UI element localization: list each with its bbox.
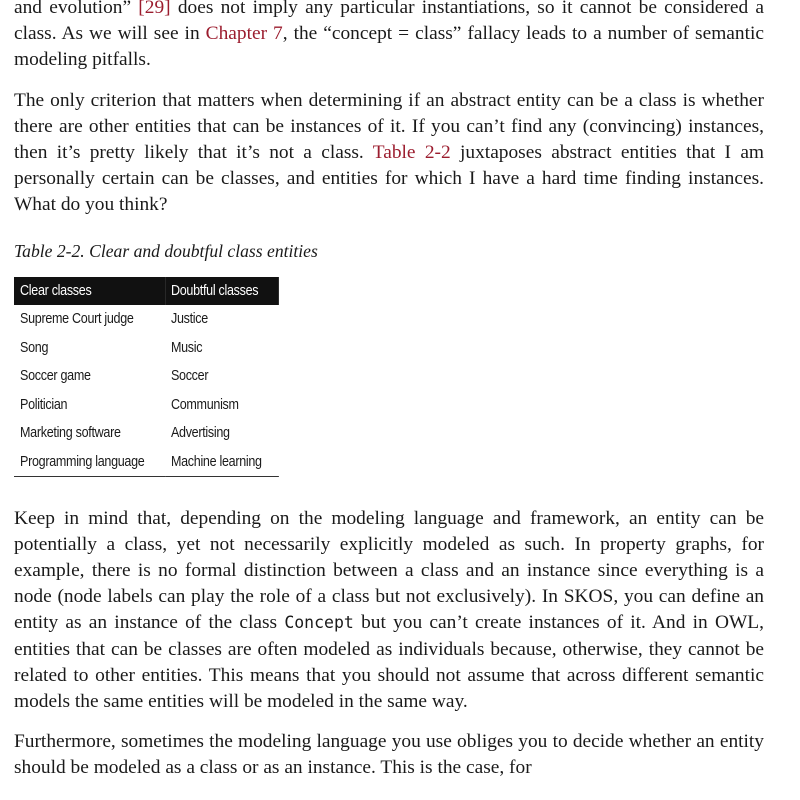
table-cell: Soccer game — [20, 368, 91, 385]
paragraph-furthermore — [14, 729, 764, 781]
table-row — [14, 390, 279, 419]
table-row — [14, 362, 279, 391]
column-header-doubtful: Doubtful classes — [165, 277, 279, 305]
table-cell: Justice — [170, 310, 208, 327]
table-cell: Soccer — [170, 368, 209, 385]
table-row — [14, 419, 279, 448]
text-run: Furthermore, sometimes the modeling language you use obliges you to decide whether an entity should be modeled as a class or as an instance. This is the case, for — [14, 731, 764, 779]
text-run: but you can’t create instances of it. And in OWL, entities that can be classes are often modeled as individuals because, otherwise, they cannot be related to other entities. This means that you should not assume that across different semantic models the same entities will be modeled in the same way. — [14, 612, 764, 713]
table-container — [14, 277, 764, 487]
table-cell: Politician — [20, 396, 68, 413]
table-cell: Advertising — [170, 425, 230, 442]
table-cell: Programming language — [14, 448, 165, 477]
text-run: , the “concept = class” fallacy leads to a number of semantic modeling pitfalls. — [14, 23, 764, 71]
code-concept: Concept — [284, 613, 354, 633]
text-run: does not imply any particular instantiations, so it cannot be considered a class. As we will see in — [14, 0, 764, 45]
text-run: The only criterion that matters when determining if an abstract entity can be a class is whether there are other entities that can be instances of it. If you can’t find any (convincing) instances, then it’s pretty likely that it’s not a class. — [14, 89, 764, 164]
table-cell: Communism — [170, 396, 239, 413]
table-caption: Table 2-2. Clear and doubtful class entities — [14, 240, 318, 261]
paragraph-modeling-language — [14, 506, 764, 716]
chapter-link[interactable]: Chapter 7 — [205, 23, 283, 45]
table-cell: Supreme Court judge — [20, 310, 134, 327]
text-run: and evolution” — [14, 0, 139, 18]
table-cell: Song — [20, 339, 49, 356]
table-cell: Marketing software — [20, 425, 121, 442]
paragraph-concept-class — [14, 0, 764, 74]
table-link[interactable]: Table 2-2 — [372, 142, 451, 164]
table-row — [14, 333, 279, 362]
table-row — [14, 448, 279, 477]
table-cell: Music — [170, 339, 203, 356]
column-header-clear: Clear classes — [14, 277, 165, 305]
table-header-row — [14, 277, 279, 305]
table-cell: Machine learning — [165, 448, 279, 477]
text-run: juxtaposes abstract entities that I am personally certain can be classes, and entities for which I have a hard time finding instances. What do you think? — [14, 142, 765, 216]
citation-link[interactable]: [29] — [138, 0, 171, 18]
text-run: Keep in mind that, depending on the modeling language and framework, an entity can be potentially a class, yet not necessarily explicitly modeled as such. In property graphs, for example, there is no formal distinction between a class and an instance since everything is a node (node labels can play the role of a class but not exclusively). In SKOS, you can define an entity as an instance of the class — [14, 507, 764, 634]
table-row — [14, 305, 279, 334]
document-page — [14, 0, 764, 782]
class-entities-table — [14, 277, 279, 478]
paragraph-criterion — [14, 88, 764, 219]
